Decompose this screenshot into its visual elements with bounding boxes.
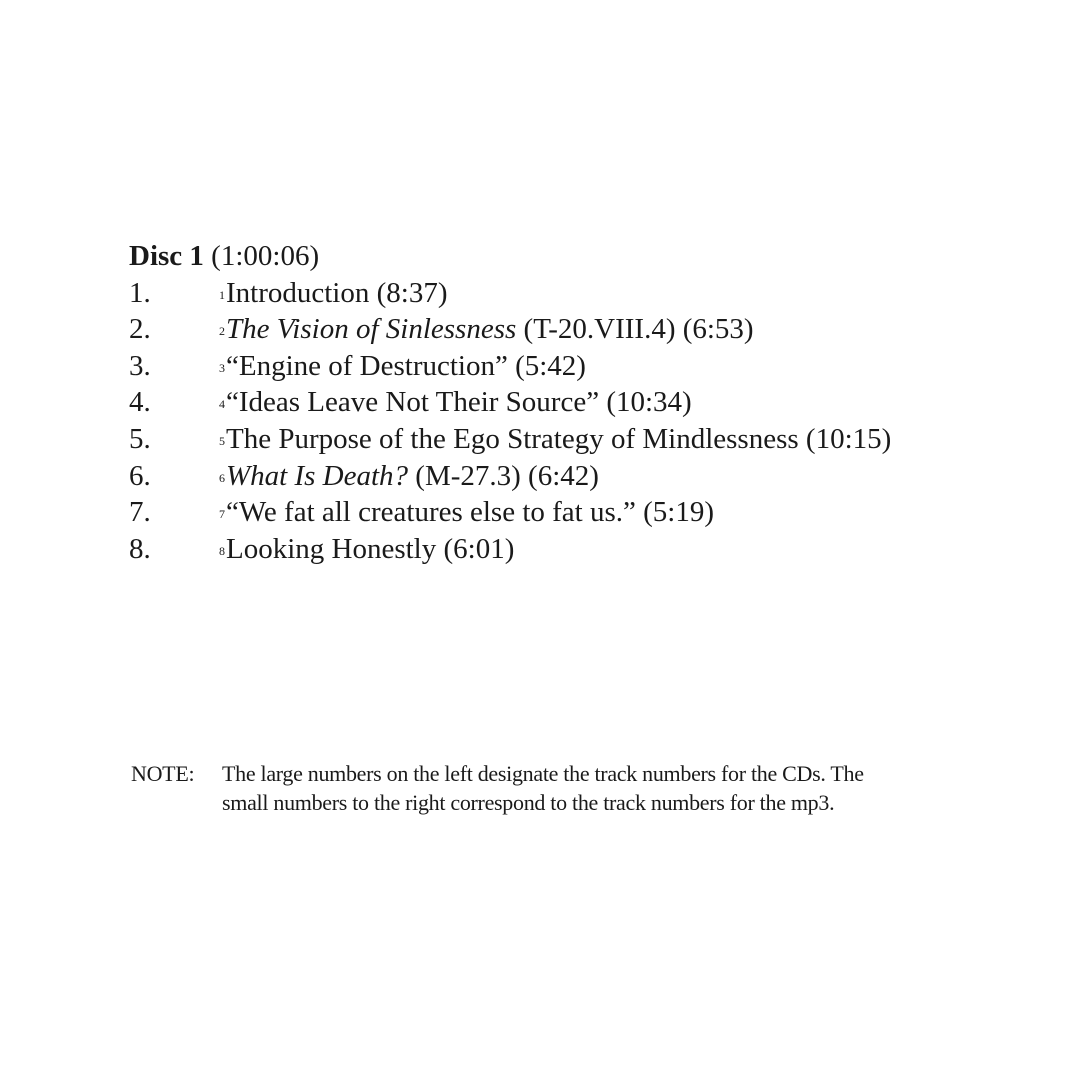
- note-text: [222, 760, 962, 817]
- track-text-italic: The Vision of Sinlessness: [226, 313, 517, 346]
- track-title: [219, 275, 447, 312]
- track-text: “Engine of Destruction” (5:42): [226, 349, 586, 382]
- track-title: [219, 311, 754, 348]
- track-row: [129, 531, 1029, 568]
- track-title: [219, 348, 586, 385]
- mp3-track-number: 1: [219, 287, 225, 302]
- track-text-suffix: (M-27.3) (6:42): [408, 459, 599, 492]
- track-row: [129, 311, 1029, 348]
- cd-track-number: 5.: [129, 422, 151, 455]
- cd-track-number: 3.: [129, 349, 151, 382]
- track-row: [129, 458, 1029, 495]
- track-text-suffix: (8:37): [369, 276, 448, 309]
- mp3-track-number: 6: [219, 470, 225, 485]
- track-text: “Ideas Leave Not Their Source” (10:34): [226, 386, 692, 419]
- track-title: [219, 494, 714, 531]
- track-row: [129, 421, 1029, 458]
- track-title: [219, 531, 514, 568]
- cd-track-number: 4.: [129, 386, 151, 419]
- cd-track-number: 7.: [129, 496, 151, 529]
- track-title: [219, 384, 692, 421]
- disc-heading: [129, 238, 1029, 275]
- cd-track-number: 6.: [129, 459, 151, 492]
- track-text: Introduction: [226, 276, 370, 309]
- track-text: The Purpose of the Ego Strategy of Mindlessness (10:15): [226, 422, 892, 455]
- track-text: “We fat all creatures else to fat us.” (5:19): [226, 496, 715, 529]
- note-line: The large numbers on the left designate the track numbers for the CDs. The: [222, 761, 864, 786]
- track-row: [129, 494, 1029, 531]
- track-row: [129, 348, 1029, 385]
- track-text-italic: What Is Death?: [226, 459, 409, 492]
- track-text-suffix: (T-20.VIII.4) (6:53): [516, 313, 754, 346]
- disc-title: Disc 1: [129, 240, 204, 272]
- disc-track-list: [129, 238, 1029, 567]
- cd-track-number: 1.: [129, 276, 151, 309]
- track-row: [129, 384, 1029, 421]
- mp3-track-number: 7: [219, 507, 225, 522]
- note-line: small numbers to the right correspond to the track numbers for the mp3.: [222, 789, 835, 815]
- mp3-track-number: 2: [219, 324, 225, 339]
- mp3-track-number: 8: [219, 543, 225, 558]
- mp3-track-number: 4: [219, 397, 225, 412]
- mp3-track-number: 5: [219, 433, 225, 448]
- mp3-track-number: 3: [219, 360, 225, 375]
- cd-track-number: 8.: [129, 532, 151, 565]
- disc-duration: (1:00:06): [211, 240, 320, 272]
- track-row: [129, 275, 1029, 312]
- cd-track-number: 2.: [129, 313, 151, 346]
- note-label: NOTE:: [131, 761, 195, 786]
- track-title: [219, 421, 891, 458]
- track-text: Looking Honestly (6:01): [226, 532, 515, 565]
- track-title: [219, 458, 599, 495]
